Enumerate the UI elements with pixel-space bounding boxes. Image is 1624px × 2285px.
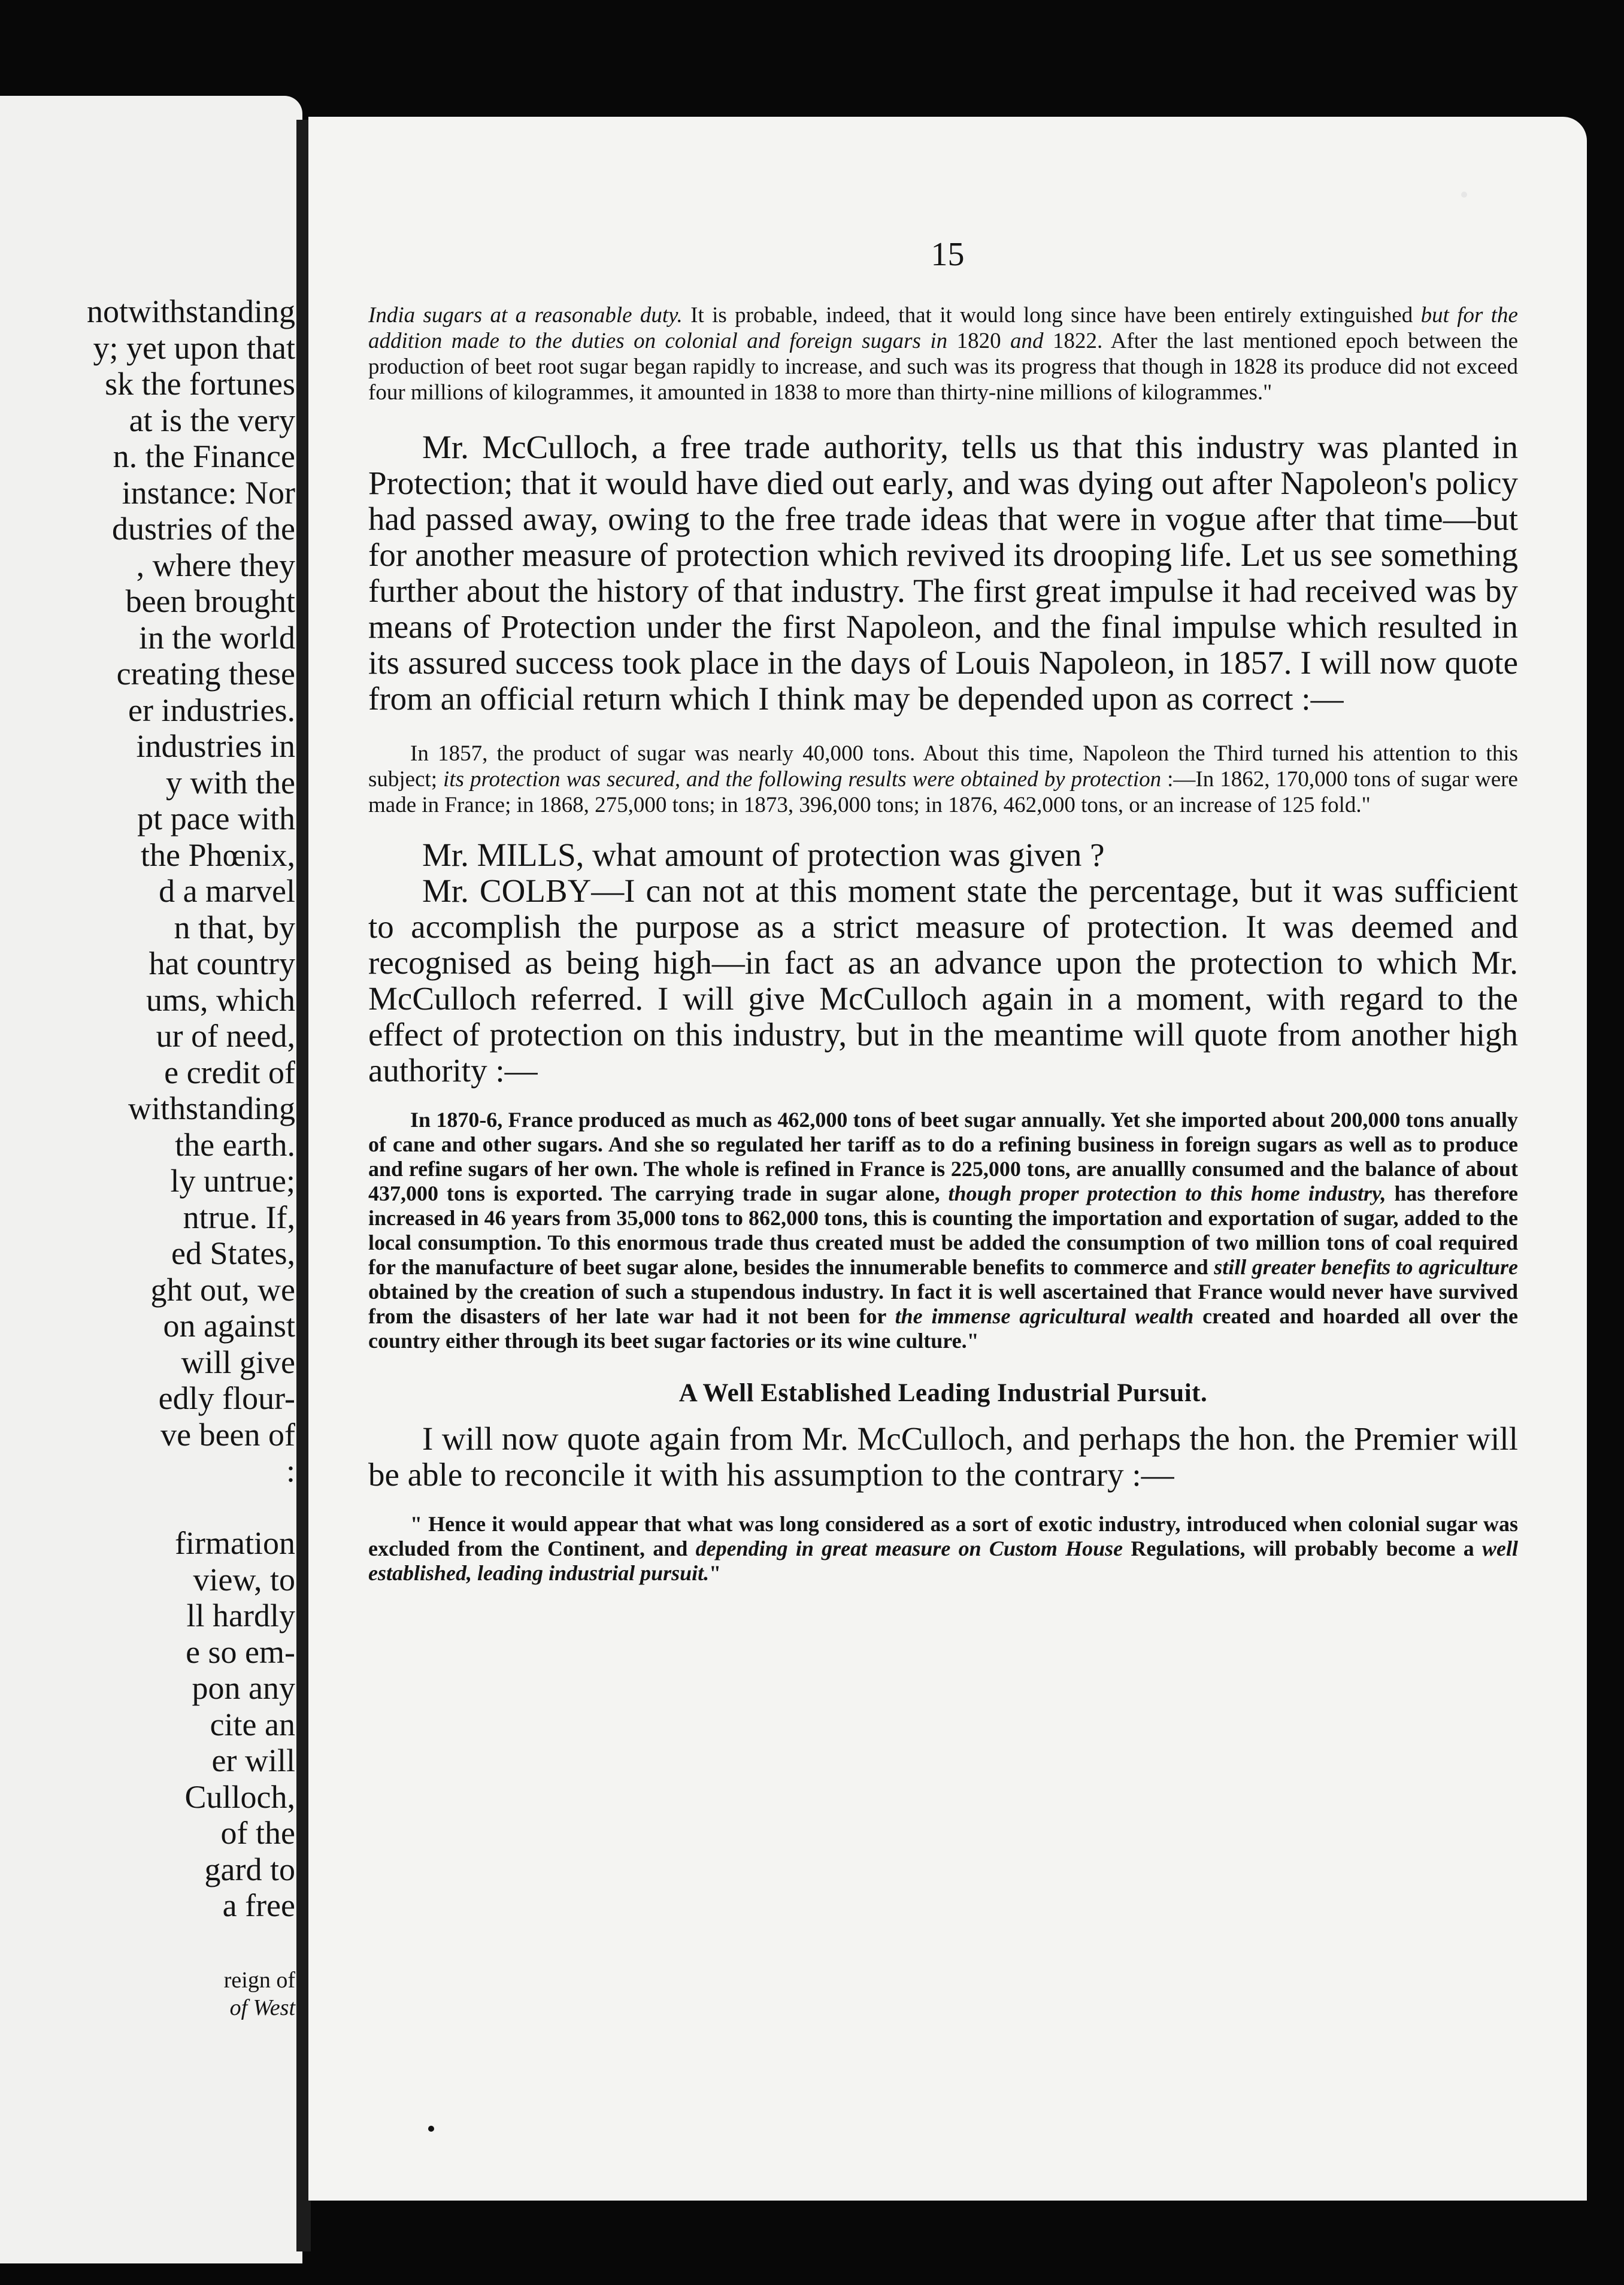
left-page-line: industries in: [136, 728, 295, 764]
left-page-line: withstanding: [128, 1090, 295, 1126]
left-page-line: pon any: [192, 1670, 295, 1706]
left-page-line: firmation: [175, 1525, 295, 1561]
left-page-line: gard to: [204, 1851, 295, 1887]
left-page-line: er industries.: [128, 692, 295, 728]
main-page: [308, 117, 1587, 2201]
left-page-line: y; yet upon that: [93, 329, 295, 366]
left-page-line: d a marvel: [159, 873, 295, 909]
left-page-line: edly flour-: [158, 1380, 295, 1416]
paragraph-quote-again: I will now quote again from Mr. McCulloch, and perhaps the hon. the Premier will be able to reconcile it with his assumption to the contrary :—: [368, 1420, 1518, 1493]
left-page-line: will give: [181, 1344, 295, 1380]
left-page-line: , where they: [136, 547, 295, 583]
left-page-line: ntrue. If,: [183, 1199, 295, 1235]
left-page-line: notwithstanding: [87, 293, 295, 329]
left-page-line: er will: [211, 1742, 295, 1778]
left-page-line: y with the: [166, 764, 295, 801]
left-page-line: ums, which: [146, 981, 295, 1018]
quote-official-return: In 1857, the product of sugar was nearly 40,000 tons. About this time, Napoleon the Third turned his attention to this subject; its protection was secured, and the following results were obtained by protection :—In 1862, 170,000 tons of sugar were made in France; in 1868, 275,000 tons; in 1873, 396,000 tons; in 1876, 462,000 tons, or an increase of 125 fold.": [368, 741, 1518, 817]
left-page-line: sk the fortunes: [105, 366, 295, 402]
ink-speck: [1461, 192, 1467, 198]
ink-speck: [428, 2126, 434, 2132]
left-page-line: :: [286, 1453, 295, 1489]
left-page-line: instance: Nor: [122, 474, 295, 511]
left-page-line: the Phœnix,: [140, 837, 295, 873]
left-page-line: ur of need,: [156, 1018, 295, 1054]
left-page-footnote-line: reign of: [223, 1968, 295, 1993]
left-page-line: n. the Finance: [113, 438, 295, 474]
left-page-line: on against: [163, 1308, 295, 1344]
left-page-line: the earth.: [175, 1126, 295, 1163]
page-content: [368, 302, 1518, 1586]
paragraph-mills-question: Mr. MILLS, what amount of protection was given ?: [422, 837, 1105, 873]
left-page-line: e so em-: [186, 1634, 295, 1670]
left-page-line: a free: [222, 1887, 295, 1923]
quote-exotic-industry: " Hence it would appear that what was long considered as a sort of exotic industry, introduced when colonial sugar was excluded from the Continent, and depending in great measure on Custom House Regulations, will probably become a well established, leading industrial pursuit.": [368, 1512, 1519, 1585]
quote-high-authority: In 1870-6, France produced as much as 462,000 tons of beet sugar annually. Yet she imported about 200,000 tons anually of cane and other sugars. And she so regulated her tariff as to do a refining business in foreign sugars as well as to produce and refine sugars of her own. The whole is refined in France is 225,000 tons, are anuallly consumed and the balance of about 437,000 tons is exported. The carrying trade in sugar alone, though proper protection to this home industry, has therefore increased in 46 years from 35,000 tons to 862,000 tons, this is counting the importation and exportation of sugar, added to the local consumption. To this enormous trade thus created must be added the consumption of two million tons of coal required for the manufacture of beet sugar alone, besides the innumerable benefits to commerce and still greater benefits to agriculture obtained by the creation of such a stupendous industry. In fact it is well ascertained that France would never have survived from the disasters of her late war had it not been for the immense agricultural wealth created and hoarded all over the country either through its beet sugar factories or its wine culture.": [368, 1108, 1519, 1353]
quote-mcculloch-sugar-duties: India sugars at a reasonable duty. It is probable, indeed, that it would long since have been entirely extinguished but for the addition made to the duties on colonial and foreign sugars in 1820 and 1822. After the last mentioned epoch between the production of beet root sugar began rapidly to increase, and such was its progress that though in 1828 its produce did not exceed four millions of kilogrammes, it amounted in 1838 to more than thirty-nine millions of kilogrammes.": [368, 303, 1519, 405]
left-page-line: creating these: [116, 656, 295, 692]
section-heading: A Well Established Leading Industrial Pursuit.: [678, 1379, 1208, 1407]
left-page-line: dustries of the: [112, 511, 295, 547]
left-page-line: ll hardly: [186, 1598, 295, 1634]
left-page-line: e credit of: [164, 1054, 295, 1090]
left-page-footnote-line: of West: [229, 1995, 295, 2020]
left-page-line: n that, by: [174, 909, 295, 945]
paragraph-mcculloch-authority: Mr. McCulloch, a free trade authority, tells us that this industry was planted in Protection; that it would have died out early, and was dying out after Napoleon's policy had passed away, owing to the free trade ideas that were in vogue after that time—but for another measure of protection which revived its drooping life. Let us see something further about the history of that industry. The first great impulse it had received was by means of Protection under the first Napoleon, and the final impulse which resulted in its assured success took place in the days of Louis Napoleon, in 1857. I will now quote from an official return which I think may be depended upon as correct :—: [368, 429, 1518, 717]
left-page-line: ed States,: [171, 1235, 295, 1271]
left-page-line: at is the very: [129, 402, 295, 438]
left-page-fragment: [0, 96, 302, 2263]
left-page-line: been brought: [125, 583, 295, 619]
left-page-line: ly untrue;: [170, 1163, 295, 1199]
left-page-line: hat country: [149, 945, 295, 981]
left-page-line: ght out, we: [150, 1271, 295, 1308]
paragraph-colby-reply: Mr. COLBY—I can not at this moment state the percentage, but it was sufficient to accomplish the purpose as a strict measure of protection. It was deemed and recognised as being high—in fact as an advance upon the protection to which Mr. McCulloch referred. I will give McCulloch again in a moment, with regard to the effect of protection on this industry, but in the meantime will quote from another high authority :—: [368, 872, 1518, 1089]
left-page-line: view, to: [193, 1561, 295, 1598]
left-page-line: pt pace with: [137, 801, 295, 837]
page-number: 15: [931, 236, 965, 273]
left-page-line: of the: [220, 1815, 295, 1851]
left-page-line: in the world: [139, 619, 295, 656]
left-page-line: cite an: [210, 1706, 295, 1742]
left-page-line: Culloch,: [184, 1778, 295, 1815]
left-page-line: ve been of: [160, 1416, 295, 1453]
